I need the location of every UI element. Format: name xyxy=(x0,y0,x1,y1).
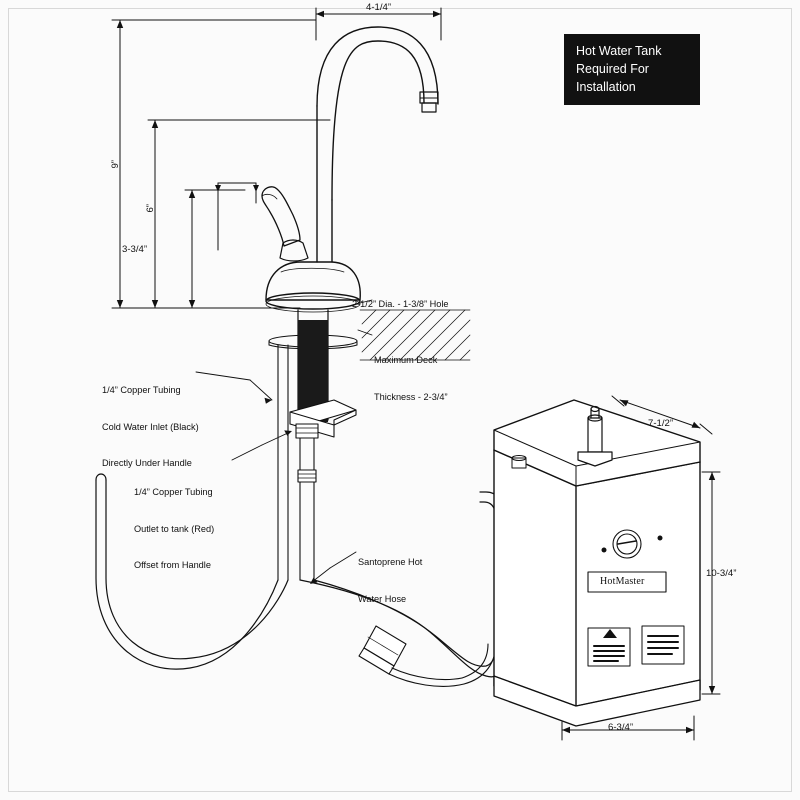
faucet-base-ellipse xyxy=(266,293,360,309)
callout-cold-water-inlet-line-2: Cold Water Inlet (Black) xyxy=(102,421,199,432)
faucet-spout-inner xyxy=(332,41,424,200)
spout-tip-1 xyxy=(422,103,436,112)
callout-outlet-to-tank-line-2: Outlet to tank (Red) xyxy=(134,523,215,534)
dim-label-tank-width: 6-3/4” xyxy=(608,722,634,733)
dim-label-spout-height: 6” xyxy=(145,204,156,213)
callout-outlet-to-tank-line-3: Offset from Handle xyxy=(134,560,211,571)
warning-label-right xyxy=(642,626,684,664)
faucet-handle xyxy=(262,187,300,246)
callout-santoprene-hose-line-1: Santoprene Hot xyxy=(358,557,423,568)
note-line-1: Hot Water Tank xyxy=(576,44,662,58)
warning-label-left xyxy=(588,628,630,666)
callout-santoprene-hose-line-2: Water Hose xyxy=(358,593,407,604)
handle-hub xyxy=(280,240,308,261)
callout-santoprene-hose xyxy=(358,532,422,629)
spout-tip-2 xyxy=(420,92,438,103)
callout-leaders xyxy=(196,300,372,584)
dim-handle-bracket xyxy=(215,183,259,250)
note-line-2: Required For xyxy=(576,62,649,77)
faucet-base-cone xyxy=(266,262,360,300)
dim-label-tank-depth: 7-1/2” xyxy=(648,418,674,429)
dim-spout-height xyxy=(148,120,330,308)
coupling-nut-1 xyxy=(296,424,318,438)
callout-outlet-to-tank xyxy=(134,462,214,596)
dim-label-tank-height: 10-3/4” xyxy=(706,568,737,579)
note-box xyxy=(564,34,700,105)
dim-handle-height xyxy=(185,190,245,308)
callout-cold-water-inlet-line-1: 1/4” Copper Tubing xyxy=(102,385,181,396)
dim-label-handle-height: 3-3/4” xyxy=(122,244,148,255)
tank-brand-label: HotMaster xyxy=(600,576,645,587)
callout-mounting-hole: 2-1/2” Dia. - 1-3/8” Hole xyxy=(352,299,449,309)
callout-deck-thickness-line-2: Thickness - 2-3/4” xyxy=(374,391,448,402)
power-plug xyxy=(359,626,496,686)
dim-tank-height xyxy=(702,472,720,694)
dim-label-faucet-height: 9” xyxy=(110,160,121,169)
callout-outlet-to-tank-line-1: 1/4” Copper Tubing xyxy=(134,487,213,498)
callout-deck-thickness-line-1: Maximum Deck xyxy=(374,355,438,366)
dim-label-spout-reach: 4-1/4” xyxy=(366,2,392,13)
callout-cold-water-inlet-line-3: Directly Under Handle xyxy=(102,458,192,469)
note-line-3: Installation xyxy=(576,80,636,95)
callout-deck-thickness xyxy=(374,330,448,427)
coupling-nut-2 xyxy=(298,470,316,482)
